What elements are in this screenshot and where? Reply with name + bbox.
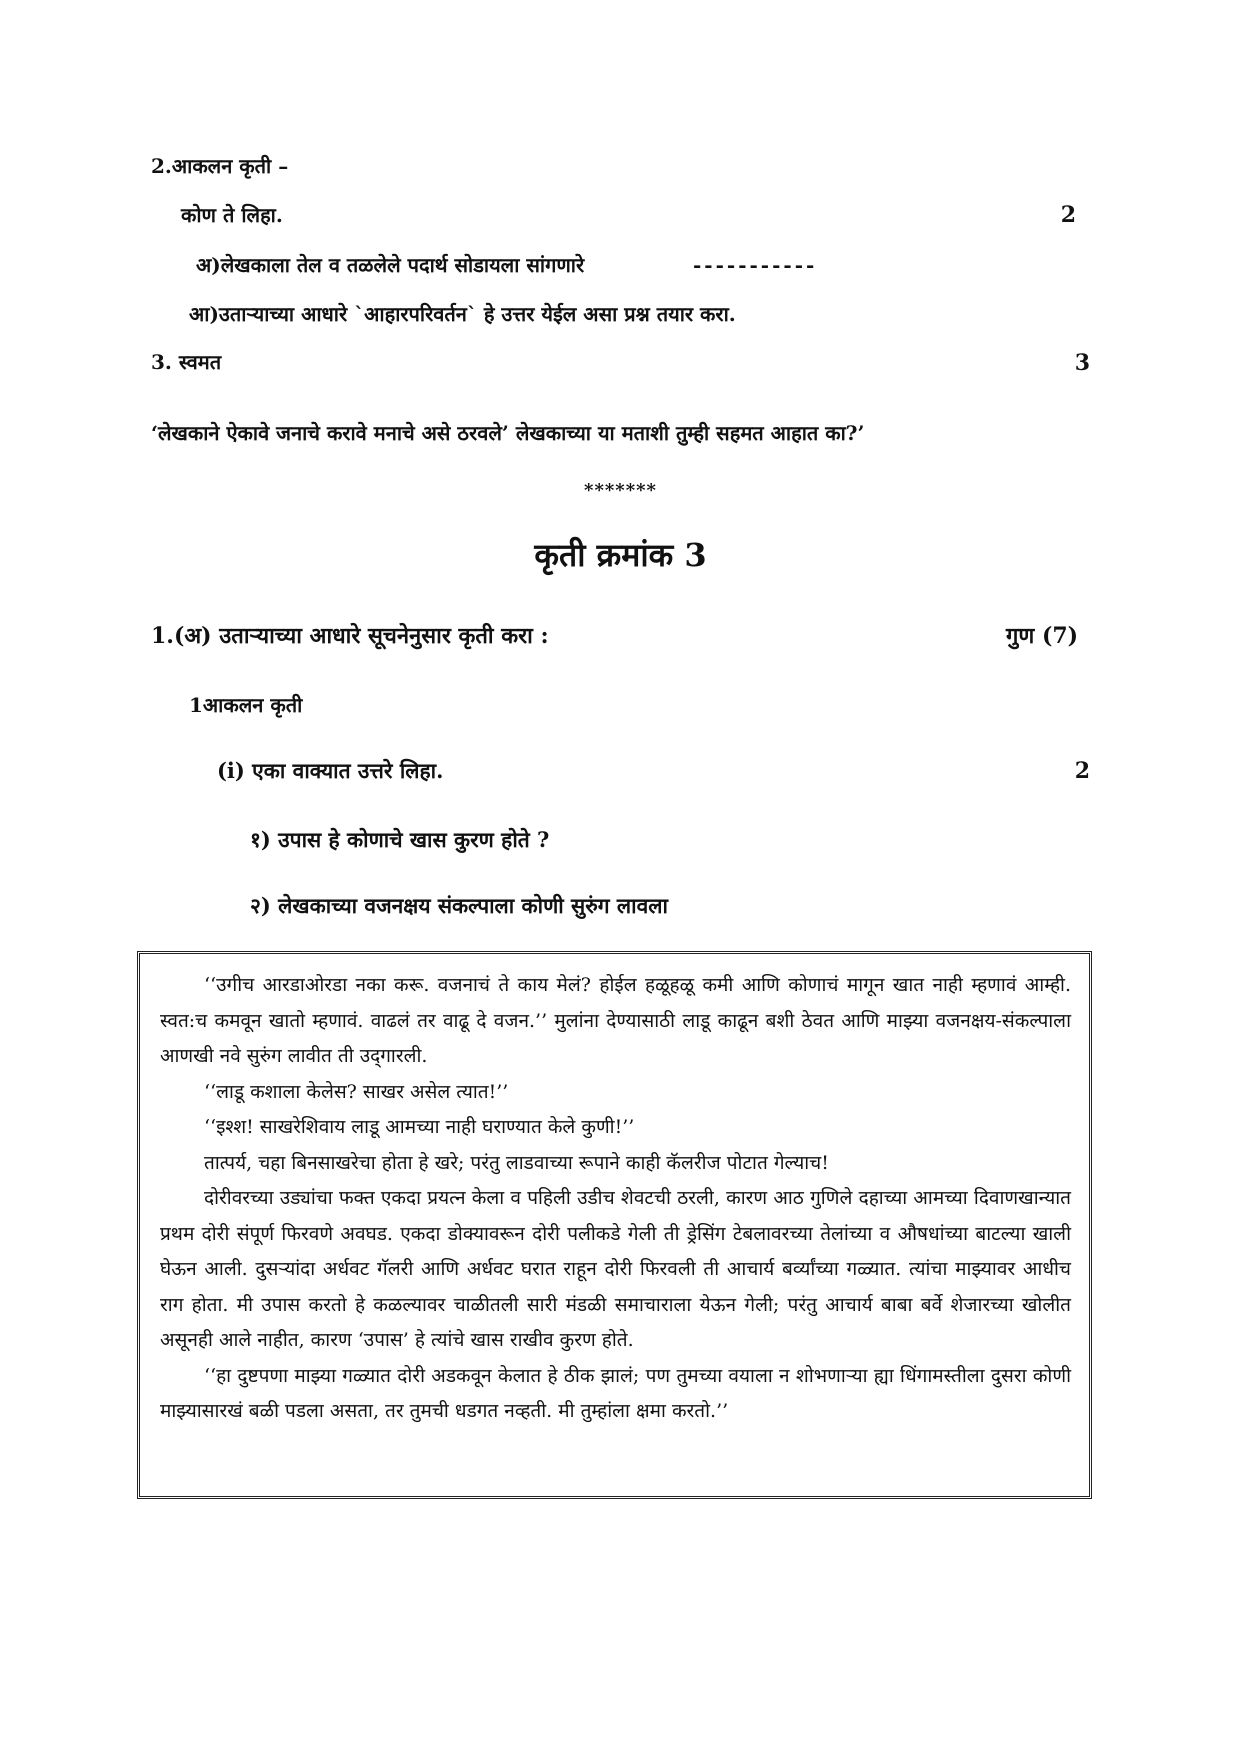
comprehension-heading: 1आकलन कृती — [189, 693, 303, 717]
separator-stars: ******* — [584, 480, 657, 501]
passage-paragraph-1: ‘‘उगीच आरडाओरडा नका करू. वजनाचं ते काय मेलं? होईल हळूहळू कमी आणि कोणाचं मागून खात नाही म्हणावं आम्ही. स्वत:च कमवून खातो म्हणावं. वाढलं तर वाढू दे वजन.’’ मुलांना देण्यासाठी लाडू काढून बशी ठेवत आणि माझ्या वजनक्षय-संकल्पाला आणखी नवे सुरुंग लावीत ती उद्‌गारली. — [160, 974, 1071, 1067]
answer-blank: ----------- — [693, 253, 818, 277]
passage-paragraph-2: ‘‘लाडू कशाला केलेस? साखर असेल त्यात!’’ — [204, 1080, 509, 1103]
section-2-item-aa: आ)उताऱ्याच्या आधारे `आहारपरिवर्तन` हे उत्तर येईल असा प्रश्न तयार करा. — [189, 302, 736, 326]
question-2: २) लेखकाच्या वजनक्षय संकल्पाला कोणी सुरुंग लावला — [250, 893, 668, 918]
activity-title: कृती क्रमांक 3 — [534, 536, 707, 574]
passage-paragraph-5: दोरीवरच्या उड्यांचा फक्त एकदा प्रयत्न केला व पहिली उडीच शेवटची ठरली, कारण आठ गुणिले दहाच्या आमच्या दिवाणखान्यात प्रथम दोरी संपूर्ण फिरवणे अवघड. एकदा डोक्यावरून दोरी पलीकडे गेली ती ड्रेसिंग टेबलावरच्या तेलांच्या व औषधांच्या बाटल्या खाली घेऊन आली. दुसऱ्यांदा अर्धवट गॅलरी आणि अर्धवट घरात राहून दोरी फिरवली ती आचार्य बर्व्यांच्या गळ्यात. त्यांचा माझ्यावर आधीच राग होता. मी उपास करतो हे कळल्यावर चाळीतली सारी मंडळी समाचाराला येऊन गेली; परंतु आचार्य बाबा बर्वे शेजारच्या खोलीत असूनही आले नाहीत, कारण ‘उपास’ हे त्यांचे खास राखीव कुरण होते. — [160, 1187, 1071, 1351]
activity-instruction: 1.(अ) उताऱ्याच्या आधारे सूचनेनुसार कृती करा : — [151, 623, 549, 649]
section-3-question: ‘लेखकाने ऐकावे जनाचे करावे मनाचे असे ठरवले’ लेखकाच्या या मताशी तुम्ही सहमत आहात का?’ — [151, 421, 865, 445]
section-2-subheading-marks: 2 — [1060, 202, 1076, 228]
passage-box — [137, 951, 1092, 1499]
passage-paragraph-3: ‘‘इश्श! साखरेशिवाय लाडू आमच्या नाही घराण्यात केले कुणी!’’ — [204, 1116, 635, 1138]
section-2-item-a: अ)लेखकाला तेल व तळलेले पदार्थ सोडायला सांगणारे — [196, 253, 585, 277]
question-1: १) उपास हे कोणाचे खास कुरण होते ? — [250, 827, 550, 852]
passage-paragraph-4: तात्पर्य, चहा बिनसाखरेचा होता हे खरे; परंतु लाडवाच्या रूपाने काही कॅलरीज पोटात गेल्याच! — [204, 1151, 829, 1174]
section-3-heading: 3. स्वमत — [151, 350, 222, 374]
section-2-heading: 2.आकलन कृती – — [151, 154, 289, 178]
passage-paragraph-6: ‘‘हा दुष्टपणा माझ्या गळ्यात दोरी अडकवून केलात हे ठीक झालं; पण तुमच्या वयाला न शोभणाऱ्या ह्या धिंगामस्तीला दुसरा कोणी माझ्यासारखं बळी पडला असता, तर तुमची धडगत नव्हती. मी तुम्हांला क्षमा करतो.’’ — [160, 1364, 1071, 1422]
activity-instruction-marks: गुण (7) — [1006, 623, 1079, 649]
sub-instruction-marks: 2 — [1074, 758, 1090, 784]
section-3-marks: 3 — [1074, 350, 1090, 376]
sub-instruction: (i) एका वाक्यात उत्तरे लिहा. — [217, 758, 444, 783]
section-2-subheading: कोण ते लिहा. — [181, 203, 283, 227]
